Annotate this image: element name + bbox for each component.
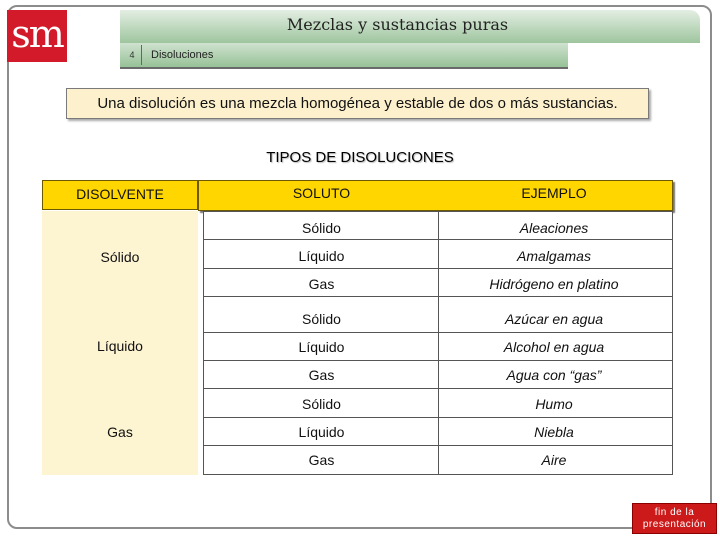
row-divider xyxy=(203,445,673,446)
example-cell: Humo xyxy=(535,396,573,412)
row-divider xyxy=(203,417,673,418)
example-cell: Azúcar en agua xyxy=(504,311,604,327)
header-ejemplo: EJEMPLO xyxy=(521,185,587,201)
solute-cell: Gas xyxy=(308,276,335,292)
row-divider xyxy=(203,268,673,269)
example-cell: Agua con “gas” xyxy=(506,367,602,383)
example-cell: Alcohol en agua xyxy=(503,339,605,355)
row-divider xyxy=(203,296,673,297)
end-presentation-button[interactable] xyxy=(632,503,717,534)
solute-cell: Líquido xyxy=(298,424,345,440)
solvent-gas: Gas xyxy=(107,424,133,440)
solvent-solido: Sólido xyxy=(100,249,140,265)
row-divider xyxy=(203,388,673,389)
unit-divider xyxy=(141,45,142,65)
page-title: Mezclas y sustancias puras xyxy=(286,15,509,34)
solute-cell: Gas xyxy=(308,452,335,468)
solvent-liquido: Líquido xyxy=(97,338,143,354)
row-divider xyxy=(203,360,673,361)
row-divider xyxy=(203,239,673,240)
solute-cell: Sólido xyxy=(302,311,341,327)
header-disolvente: DISOLVENTE xyxy=(42,180,198,210)
row-divider xyxy=(203,332,673,333)
table-title: TIPOS DE DISOLUCIONES xyxy=(266,149,454,166)
solute-cell: Líquido xyxy=(298,339,345,355)
unit-name: Disoluciones xyxy=(151,49,214,61)
definition-box: Una disolución es una mezcla homogénea y estable de dos o más sustancias. xyxy=(66,88,649,119)
example-cell: Hidrógeno en platino xyxy=(489,276,619,292)
solute-cell: Sólido xyxy=(302,220,341,236)
example-cell: Aire xyxy=(541,452,567,468)
solute-cell: Gas xyxy=(308,367,335,383)
example-cell: Aleaciones xyxy=(519,220,589,236)
end-button-line2: presentación xyxy=(642,519,707,530)
example-cell: Amalgamas xyxy=(517,248,591,264)
solute-cell: Líquido xyxy=(298,248,345,264)
example-cell: Niebla xyxy=(534,424,574,440)
sm-logo: sm xyxy=(7,10,67,62)
header-soluto: SOLUTO xyxy=(292,185,351,201)
solute-cell: Sólido xyxy=(302,396,341,412)
end-button-line1: fin de la xyxy=(654,507,695,518)
unit-number: 4 xyxy=(129,50,135,60)
